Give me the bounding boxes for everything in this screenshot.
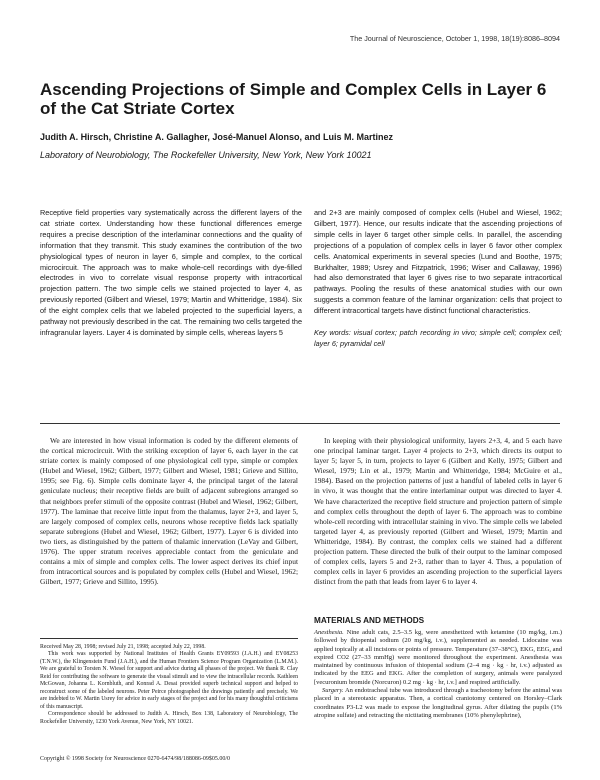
abstract-left-column [40,208,302,339]
keywords: Key words: visual cortex; patch recording in vivo; simple cell; complex cell; layer 6; pyramidal cell [314,328,562,348]
intro-left-column [40,436,298,587]
intro-right-column [314,436,562,587]
copyright-line: Copyright © 1998 Society for Neuroscience 0270-6474/98/188086-09$05.00/0 [40,756,231,762]
abstract-text-right: and 2+3 are mainly composed of complex cells (Hubel and Wiesel, 1962; Gilbert, 1977). Hence, our results indicate that the ascending projections of simple cells in layer 6 target other simple cells. In parallel, the ascending projections of a population of complex cells in layer 6 favor other complex cells. Anatomical experiments in several species (Lund and Boothe, 1975; Burkhalter, 1989; Usrey and Fitzpatrick, 1996; Wiser and Callaway, 1996) had also demonstrated that layer 6 gives rise to two separate intracortical pathways. Pooling the results of these anatomical studies with our own suggests a common feature of the laminar organization: cells that project to different intracortical targets have distinct functional characteristics. [314,208,562,316]
section-heading-methods: MATERIALS AND METHODS [314,616,425,625]
intro-paragraph-right: In keeping with their physiological uniformity, layers 2+3, 4, and 5 each have one principal laminar target. Layer 4 projects to 2+3, which directs its output to layer 5; layer 5, in turn, projects to layer 6 (Gilbert and Kelly, 1975; Gilbert and Wiesel, 1979; Lin et al., 1979; Martin and Whitteridge, 1984; McGuire et al., 1984). Based on the projection patterns of just a handful of labeled cells in layer 6 in vivo, it was thought that the entire interlaminar output was directed to layer 4. We have characterized the receptive field structure and projection pattern of simple and complex cells throughout the depth of layer 6. The approach was to combine whole-cell recording with intracellular staining in vivo. The simple cells we labeled targeted layer 4, as previously reported (Gilbert and Wiesel, 1979; Martin and Whitteridge, 1984). By contrast, the complex cells we stained had a different projection pattern. These directed the bulk of their output to the laminar composed of complex cells, layers 5 and 2+3, rather than to layer 4. Thus, a population of complex cells in layer 6 provides an ascending projection to the superficial layers distinct from the path that leads from layer 6 to layer 4. [314,436,562,587]
methods-surgery [314,687,562,720]
running-head: The Journal of Neuroscience, October 1, 1998, 18(19):8086–8094 [349,34,560,43]
author-list: Judith A. Hirsch, Christine A. Gallagher, José-Manuel Alonso, and Luis M. Martinez [40,132,394,142]
anesthesia-label: Anesthesia. [314,629,344,636]
abstract-text-left: Receptive field properties vary systematically across the different layers of the cat striate cortex. Understanding how these functional differences emerge requires a precise description of the interlaminar connections and the quality of information that they transmit. This study examines the contribution of the two physiological types of neuron in layer 6, simple and complex, to the cortical microcircuit. The approach was to make whole-cell recordings with dye-filled electrodes in vivo to correlate visual response property with intracortical projection pattern. The two simple cells we stained projected to layer 4, as previously reported (Gilbert and Wiesel, 1979; Martin and Whitteridge, 1984). Six of the eight complex cells that we labeled projected to the superficial layers, a pathway not previously described in the cat. The remaining two cells targeted the infragranular layers. Layer 4 is dominated by simple cells, whereas layers 5 [40,208,302,337]
abstract-divider [40,423,560,424]
article-title: Ascending Projections of Simple and Complex Cells in Layer 6 of the Cat Striate Cortex [40,80,547,118]
correspondence: Correspondence should be addressed to Judith A. Hirsch, Box 138, Laboratory of Neurobiology, The Rockefeller University, 1230 York Avenue, New York, NY 10021. [40,711,298,725]
affiliation: Laboratory of Neurobiology, The Rockefeller University, New York, New York 10021 [40,150,372,160]
abstract-right-column [314,208,562,350]
footnote-block [40,638,298,726]
acknowledgments: This work was supported by National Institutes of Health Grants EY09593 (J.A.H.) and EY08253 (T.N.W.), the Klingenstein Fund (J.A.H.), and the Human Frontiers Science Program Organization (L.M.M.). We are grateful to Torsten N. Wiesel for support and advice during all phases of the project. We thank R. Clay Reid for contributing the software to generate the visual stimuli and to view the intracellular records. Kathleen McGowan, Johanna L. Kornbluth, and Konrad A. Desai provided superb technical support and helped to reconstruct some of the labeled neurons. Peter Peirce photographed the drawings patiently and precisely. We are indebted to W. Martin Usrey for advice in early stages of the project and for his many thoughtful criticisms of this manuscript. [40,651,298,710]
anesthesia-text: Nine adult cats, 2.5–3.5 kg, were anesthetized with ketamine (10 mg/kg, i.m.) followed by thiopental sodium (20 mg/kg, i.v.), supplemented as needed. Lidocaine was applied topically at all incisions or points of pressure. Temperature (37–38°C), EKG, EEG, and expired CO2 (27–33 mmHg) were monitored throughout the experiment. Anesthesia was maintained by continuous infusion of thiopental sodium (2–4 mg · kg · hr, i.v.) adjusted as indicated by the EEG and EKG. After the completion of surgery, animals were paralyzed [vecuronium bromide (Norcuron) 0.2 mg · kg · hr, i.v.] and respired artificially. [314,629,562,686]
methods-text [314,629,562,720]
surgery-text: An endotracheal tube was introduced through a tracheotomy before the animal was placed in a stereotaxic apparatus. Then, a cortical craniotomy centered on Horsley–Clark coordinates P3-L2 was made to expose the longitudinal gyrus. After dilating the pupils (1% atropine sulfate) and retracting the nictitating membranes (10% phenylephrine), [314,687,562,719]
methods-anesthesia [314,629,562,687]
intro-paragraph-left: We are interested in how visual information is coded by the different elements of the cortical microcircuit. With the striking exception of layer 6, each layer in the cat striate cortex is mainly composed of one physiological cell type, simple or complex (Hubel and Wiesel, 1962; Gilbert, 1977; Gilbert and Wiesel, 1981; Grieve and Sillito, 1995; see Fig. 6). Simple cells dominate layer 4, the principal target of the lateral geniculate nucleus; their receptive fields are built of adjacent subregions arranged so that neighbors prefer stimuli of the opposite contrast (Hubel and Wiesel, 1962; Gilbert, 1977). The laminae that receive little input from the thalamus, layer 2+3, and layer 5, are largely composed of complex cells, neurons whose receptive fields lack spatially separate subregions (Hubel and Wiesel, 1962; Gilbert, 1977). Layer 6 is divided into two tiers, as distinguished by the pattern of thalamic innervation (LeVay and Gilbert, 1976). The upper stratum receives appreciable contact from the geniculate and contains a mix of simple and complex cells. The lower aspect derives its chief input from intracortical sources and is populated by complex cells (Hubel and Wiesel, 1962; Gilbert, 1977; Grieve and Sillito, 1995). [40,436,298,587]
surgery-label: Surgery. [322,687,344,695]
received-dates: Received May 28, 1998; revised July 21, 1998; accepted July 22, 1998. [40,644,206,650]
